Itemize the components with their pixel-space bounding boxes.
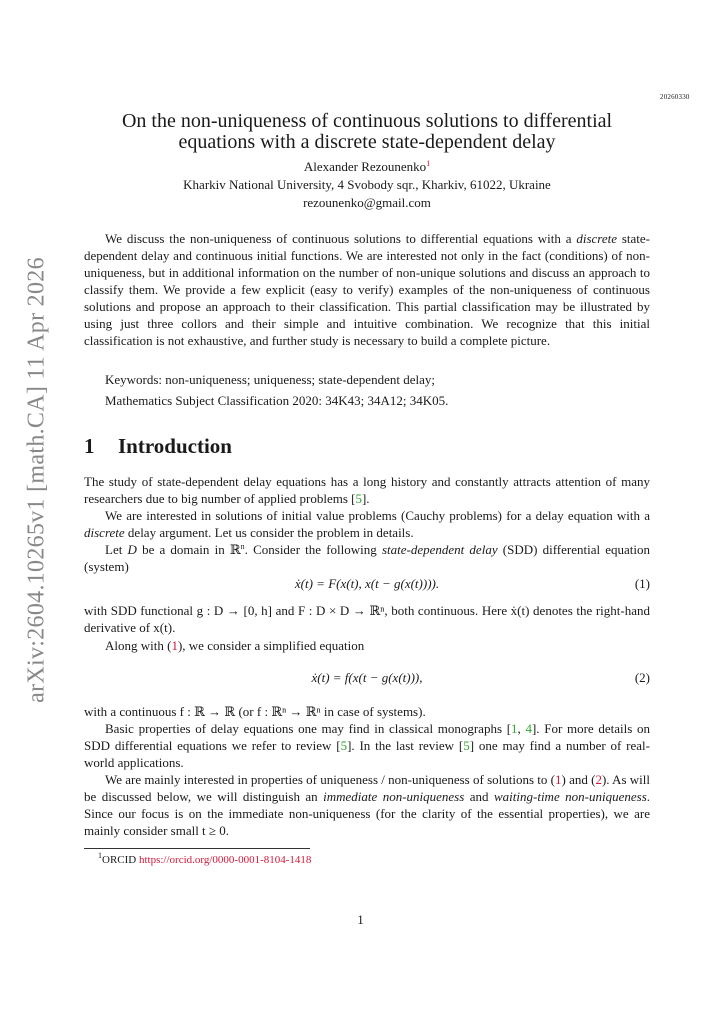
intro-paragraph-4: with SDD functional g : D → [0, h] and F : D × D → ℝⁿ, both continuous. Here ẋ(t) denotes the right-hand derivative of x(t). xyxy=(84,603,650,635)
footnote-rule xyxy=(84,848,310,849)
citation-link[interactable]: 5 xyxy=(463,738,470,753)
equation-2-expression: ẋ(t) = f(x(t − g(x(t))), xyxy=(311,670,423,685)
p3-text-b: be a domain in ℝ xyxy=(142,542,241,557)
equation-1-expression: ẋ(t) = F(x(t), x(t − g(x(t)))). xyxy=(294,576,440,591)
p7-text-a: Basic properties of delay equations one may find in classical monographs [ xyxy=(105,721,512,736)
p3-text-d: (SDD) differential equation (system) xyxy=(84,542,651,574)
p5-text-a: Along with ( xyxy=(105,638,172,653)
intro-paragraph-2 xyxy=(84,507,650,541)
citation-link[interactable]: 4 xyxy=(525,721,532,736)
footnote-mark: 1 xyxy=(98,851,102,860)
p2-emphasis: discrete xyxy=(84,525,125,540)
p7-text-e: ] one may find a number of real-world applications. xyxy=(84,738,650,770)
intro-paragraph-7 xyxy=(84,720,650,771)
page-number: 1 xyxy=(357,912,364,927)
author-email: rezounenko@gmail.com xyxy=(303,195,431,210)
date-code: 20260330 xyxy=(660,93,690,101)
equation-ref-link[interactable]: 1 xyxy=(171,638,178,653)
title-line-1: On the non-uniqueness of continuous solutions to differential xyxy=(121,110,613,132)
equation-2-tag: (2) xyxy=(634,670,650,685)
author-affiliation: Kharkiv National University, 4 Svobody sqr., Kharkiv, 61022, Ukraine xyxy=(183,177,551,192)
msc-classification: Mathematics Subject Classification 2020: 34K43; 34A12; 34K05. xyxy=(105,393,449,408)
abstract-text-lead: We discuss the non-uniqueness of continuous solutions to differential equations with a xyxy=(105,231,572,246)
p1-end: ]. xyxy=(361,491,370,506)
p3-text-c: . Consider the following xyxy=(244,542,377,557)
footnote-label: ORCID xyxy=(102,854,137,866)
author-line xyxy=(84,159,650,175)
p8-emphasis-1: immediate non-uniqueness xyxy=(323,789,465,804)
footnote xyxy=(98,851,312,866)
citation-link[interactable]: 5 xyxy=(340,738,348,753)
p8-emphasis-2: waiting-time non-uniqueness xyxy=(494,789,647,804)
p8-text-a: We are mainly interested in properties of uniqueness / non-uniqueness of solutions to ( xyxy=(105,772,555,787)
p8-text-c: ). As will be discussed below, we will distinguish an xyxy=(84,772,650,804)
p5-text-b: ), we consider a simplified equation xyxy=(177,638,365,653)
section-number: 1 xyxy=(84,434,95,458)
section-title: Introduction xyxy=(118,434,232,458)
p1-text: The study of state-dependent delay equations has a long history and constantly attracts attention of many researchers due to big number of applied problems [ xyxy=(84,474,650,506)
author-footnote-link[interactable]: 1 xyxy=(426,159,431,168)
intro-paragraph-6: with a continuous f : ℝ → ℝ (or f : ℝⁿ → ℝⁿ in case of systems). xyxy=(84,704,426,719)
arxiv-side-stamp xyxy=(20,257,54,703)
p2-text-b: delay argument. Let us consider the problem in details. xyxy=(127,525,414,540)
abstract xyxy=(84,230,650,349)
p2-text-a: We are interested in solutions of initial value problems (Cauchy problems) for a delay equation with a xyxy=(105,508,650,523)
author-name: Alexander Rezounenko xyxy=(303,159,427,174)
p3-emphasis: state-dependent delay xyxy=(381,542,498,557)
arxiv-id-text: arXiv:2604.10265v1 [math.CA] 11 Apr 2026 xyxy=(23,257,50,703)
keywords: Keywords: non-uniqueness; uniqueness; state-dependent delay; xyxy=(105,372,435,387)
p8-text-e: . Since our focus is on the immediate non-uniqueness (for the clarity of the essential properties), we are mainly consider small t ≥ 0. xyxy=(84,789,651,838)
p3-superscript: n xyxy=(240,542,245,551)
intro-paragraph-3 xyxy=(84,541,650,575)
orcid-link[interactable]: https://orcid.org/0000-0001-8104-1418 xyxy=(138,854,312,866)
equation-1-tag: (1) xyxy=(634,576,650,591)
intro-paragraph-1 xyxy=(84,473,650,507)
p7-text-b: , xyxy=(517,721,526,736)
section-heading xyxy=(84,434,232,459)
p8-text-b: ) and ( xyxy=(561,772,596,787)
title-line-2: equations with a discrete state-dependent delay xyxy=(178,131,556,153)
p3-variable: D xyxy=(127,542,137,557)
abstract-emphasis: discrete xyxy=(576,231,617,246)
abstract-text-rest: state-dependent delay and continuous initial functions. We are interested not only in the fact (conditions) of non-uniqueness, but in additional information on the number of non-unique solutions and discuss an approach to classify them. We provide a few explicit (easy to verify) examples of the non-uniqueness of continuous solutions and propose an approach to their classification. This partial classification may be illustrated by using just three collors and their simple and intuitive combination. We recognize that this initial classification is not exhaustive, and further study is necessary to build a complete picture. xyxy=(84,231,650,348)
p7-text-d: ]. In the last review [ xyxy=(347,738,464,753)
citation-link[interactable]: 1 xyxy=(511,721,518,736)
equation-ref-link[interactable]: 2 xyxy=(595,772,602,787)
paper-title xyxy=(84,111,650,153)
p7-text-c: ]. For more details on SDD differential equations we refer to review [ xyxy=(84,721,650,753)
p3-text-a: Let xyxy=(105,542,123,557)
citation-link[interactable]: 5 xyxy=(355,491,362,506)
intro-paragraph-5 xyxy=(84,637,650,654)
p8-text-d: and xyxy=(469,789,489,804)
equation-ref-link[interactable]: 1 xyxy=(554,772,562,787)
intro-paragraph-8 xyxy=(84,771,650,839)
